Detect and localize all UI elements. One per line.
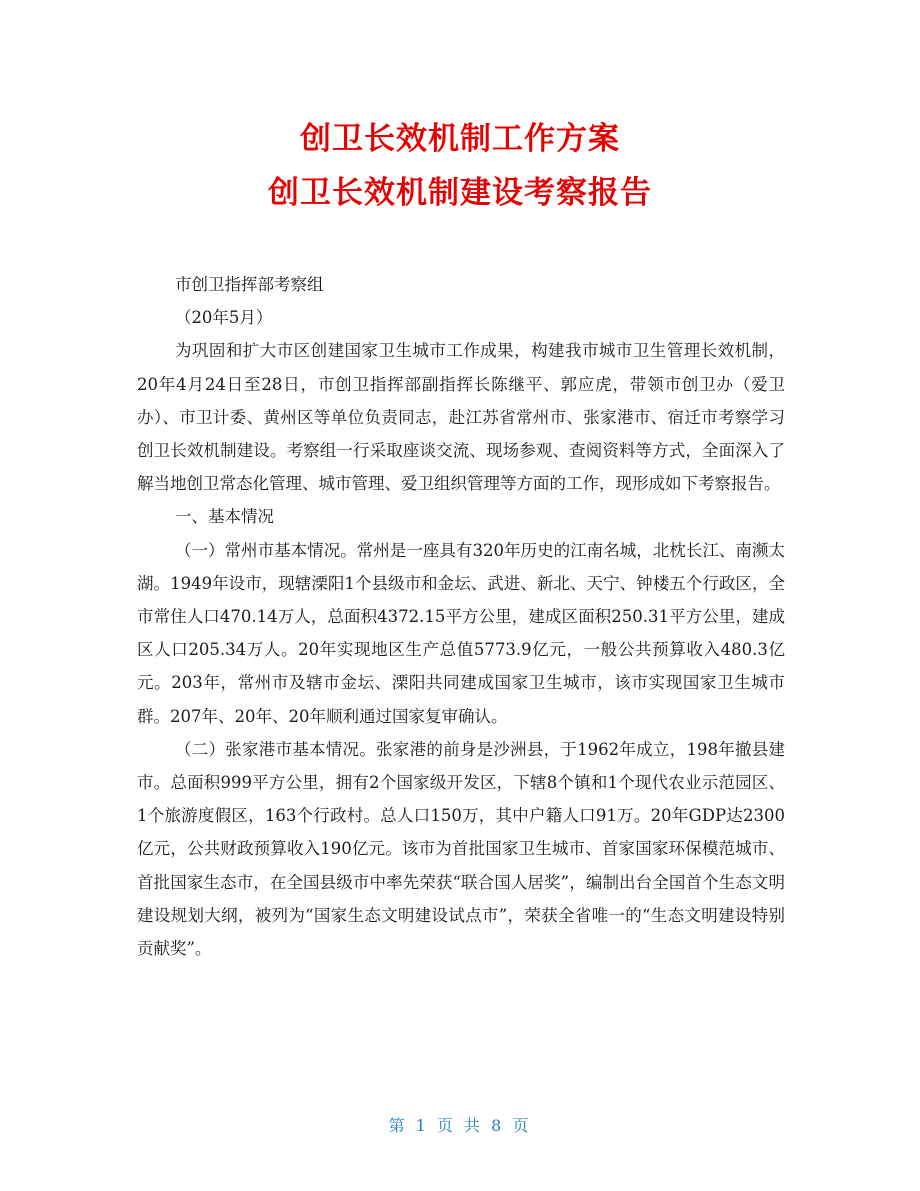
author-line: 市创卫指挥部考察组 [174, 275, 324, 294]
title-line-2: 创卫长效机制建设考察报告 [268, 175, 652, 211]
title-line-1: 创卫长效机制工作方案 [300, 121, 620, 157]
date-line: （20年5月） [174, 308, 273, 328]
intro-paragraph: 为巩固和扩大市区创建国家卫生城市工作成果，构建我市城市卫生管理长效机制，20年4月24日至28日，市创卫指挥部副指挥长陈继平、郭应虎，带领市创卫办（爱卫办）、市卫计委、黄州区等单位负责同志，赴江苏省常州市、张家港市、宿迁市考察学习创卫长效机制建设。考察组一行采取座谈交流、现场参观、查阅资料等方式，全面深入了解当地创卫常态化管理、城市管理、爱卫组织管理等方面的工作，现形成如下考察报告。 [137, 341, 785, 494]
document-title [0, 112, 920, 220]
page-number: 第 1 页 共 8 页 [388, 1116, 532, 1135]
zhangjiagang-paragraph: （二）张家港市基本情况。张家港的前身是沙洲县，于1962年成立，198年撤县建市。总面积999平方公里，拥有2个国家级开发区，下辖8个镇和1个现代农业示范园区、1个旅游度假区，163个行政村。总人口150万，其中户籍人口91万。20年GDP达2300亿元，公共财政预算收入190亿元。该市为首批国家卫生城市、首家国家环保模范城市、首批国家生态市，在全国县级市中率先荣获“联合国人居奖”，编制出台全国首个生态文明建设规划大纲，被列为“国家生态文明建设试点市”，荣获全省唯一的“生态文明建设特别贡献奖”。 [137, 739, 785, 959]
section-heading: 一、基本情况 [174, 507, 274, 527]
document-body [137, 268, 785, 965]
changzhou-paragraph: （一）常州市基本情况。常州是一座具有320年历史的江南名城，北枕长江、南濒太湖。1949年设市，现辖溧阳1个县级市和金坛、武进、新北、天宁、钟楼五个行政区，全市常住人口470.14万人，总面积4372.15平方公里，建成区面积250.31平方公里，建成区人口205.34万人。20年实现地区生产总值5773.9亿元，一般公共预算收入480.3亿元。203年，常州市及辖市金坛、溧阳共同建成国家卫生城市，该市实现国家卫生城市群。207年、20年、20年顺利通过国家复审确认。 [137, 540, 785, 726]
